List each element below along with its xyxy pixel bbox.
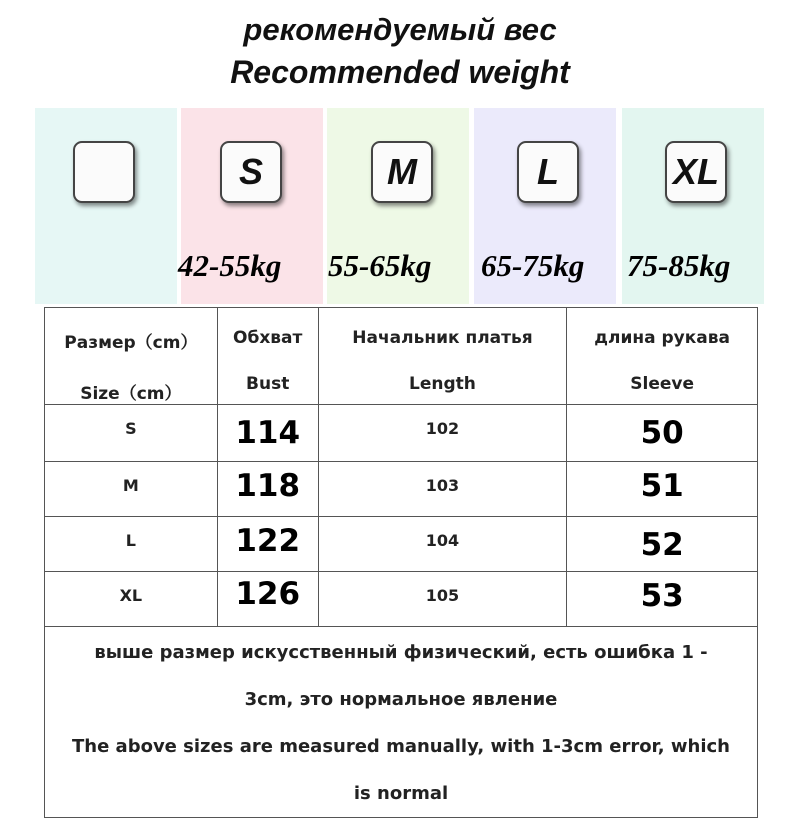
weight-xl: 75-85kg (627, 248, 731, 283)
weight-s: 42-55kg (178, 248, 282, 283)
table-row (45, 572, 758, 627)
header-bust: Обхват Bust (217, 308, 318, 405)
cell-bust: 122 (217, 517, 318, 572)
cell-size: M (45, 462, 218, 517)
title-en: Recommended weight (230, 54, 570, 90)
header-size: Размер（cm） Size（cm） (45, 308, 218, 405)
size-chart-table (44, 307, 758, 818)
table-row (45, 517, 758, 572)
table-row (45, 462, 758, 517)
cell-bust: 114 (217, 405, 318, 462)
cell-length: 104 (318, 517, 567, 572)
cell-size: L (45, 517, 218, 572)
cell-sleeve: 50 (567, 405, 758, 462)
header-length: Начальник платья Length (318, 308, 567, 405)
size-badge-xl: XL (665, 141, 727, 203)
measurement-note: выше размер искусственный физический, есть ошибка 1 - 3cm, это нормальное явление The above sizes are measured manually, with 1-3cm error, which is normal (45, 627, 758, 818)
title-ru: рекомендуемый вес (243, 12, 557, 47)
table-row (45, 405, 758, 462)
table-header-row (45, 308, 758, 405)
cell-length: 103 (318, 462, 567, 517)
cell-bust: 118 (217, 462, 318, 517)
size-badge-m: M (371, 141, 433, 203)
header-sleeve: длина рукава Sleeve (567, 308, 758, 405)
cell-sleeve: 53 (567, 572, 758, 627)
swatch-blank (35, 108, 177, 304)
weight-m: 55-65kg (328, 248, 432, 283)
cell-length: 102 (318, 405, 567, 462)
weight-l: 65-75kg (481, 248, 585, 283)
cell-bust: 126 (217, 572, 318, 627)
size-badge-l: L (517, 141, 579, 203)
cell-length: 105 (318, 572, 567, 627)
cell-size: XL (45, 572, 218, 627)
cell-sleeve: 51 (567, 462, 758, 517)
size-badge-blank (73, 141, 135, 203)
size-badge-s: S (220, 141, 282, 203)
cell-size: S (45, 405, 218, 462)
table-note-row (45, 627, 758, 818)
cell-sleeve: 52 (567, 517, 758, 572)
